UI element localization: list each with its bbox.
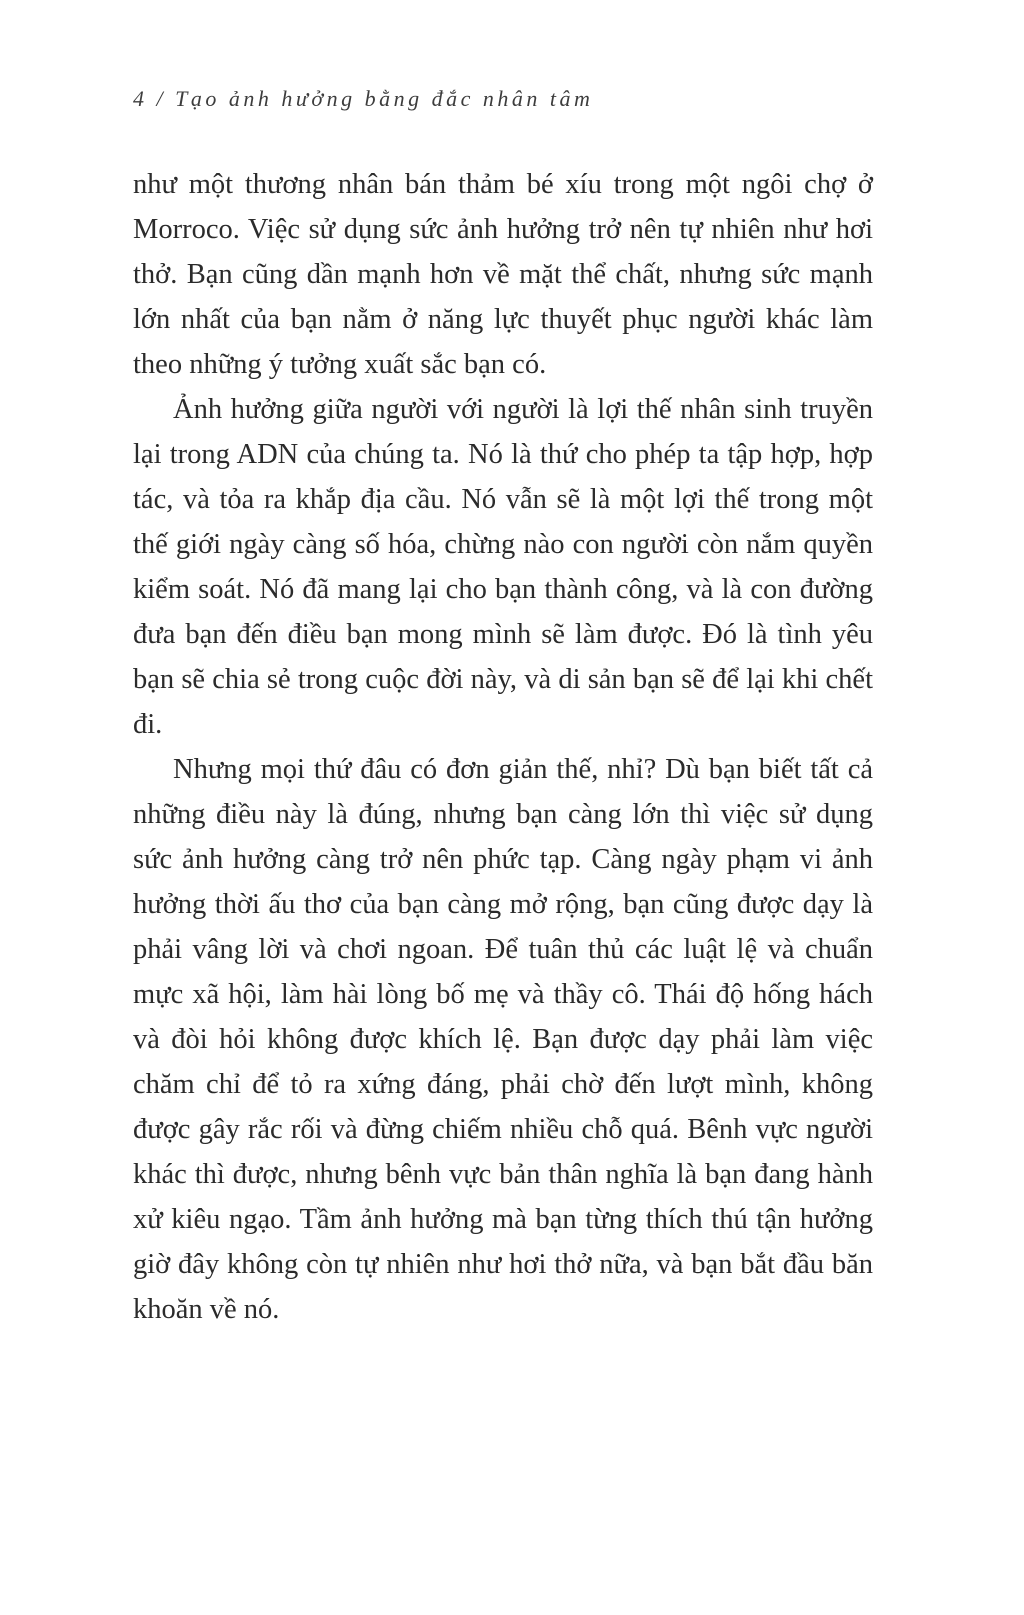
page-body — [133, 162, 873, 1332]
running-header: 4 / Tạo ảnh hưởng bằng đắc nhân tâm — [133, 86, 594, 111]
paragraph: như một thương nhân bán thảm bé xíu trong một ngôi chợ ở Morroco. Việc sử dụng sức ảnh hưởng trở nên tự nhiên như hơi thở. Bạn cũng dần mạnh hơn về mặt thể chất, nhưng sức mạnh lớn nhất của bạn nằm ở năng lực thuyết phục người khác làm theo những ý tưởng xuất sắc bạn có. — [133, 169, 873, 380]
paragraph: Ảnh hưởng giữa người với người là lợi thế nhân sinh truyền lại trong ADN của chúng ta. Nó là thứ cho phép ta tập hợp, hợp tác, và tỏa ra khắp địa cầu. Nó vẫn sẽ là một lợi thế trong một thế giới ngày càng số hóa, chừng nào con người còn nắm quyền kiểm soát. Nó đã mang lại cho bạn thành công, và là con đường đưa bạn đến điều bạn mong mình sẽ làm được. Đó là tình yêu bạn sẽ chia sẻ trong cuộc đời này, và di sản bạn sẽ để lại khi chết đi. — [133, 394, 873, 740]
paragraph: Nhưng mọi thứ đâu có đơn giản thế, nhỉ? Dù bạn biết tất cả những điều này là đúng, nhưng bạn càng lớn thì việc sử dụng sức ảnh hưởng càng trở nên phức tạp. Càng ngày phạm vi ảnh hưởng thời ấu thơ của bạn càng mở rộng, bạn cũng được dạy là phải vâng lời và chơi ngoan. Để tuân thủ các luật lệ và chuẩn mực xã hội, làm hài lòng bố mẹ và thầy cô. Thái độ hống hách và đòi hỏi không được khích lệ. Bạn được dạy phải làm việc chăm chỉ để tỏ ra xứng đáng, phải chờ đến lượt mình, không được gây rắc rối và đừng chiếm nhiều chỗ quá. Bênh vực người khác thì được, nhưng bênh vực bản thân nghĩa là bạn đang hành xử kiêu ngạo. Tầm ảnh hưởng mà bạn từng thích thú tận hưởng giờ đây không còn tự nhiên như hơi thở nữa, và bạn bắt đầu băn khoăn về nó. — [133, 754, 873, 1325]
